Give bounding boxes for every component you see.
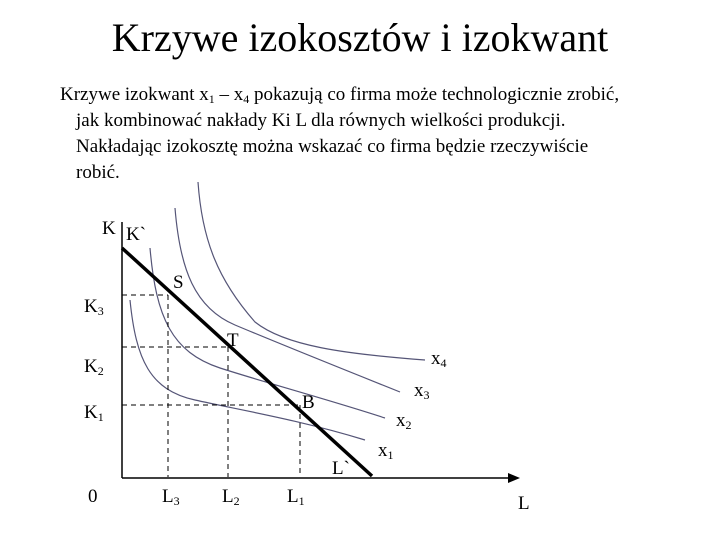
l2-label: $L_2$ xyxy=(222,486,240,508)
isoquant-x2-label: $x_2$ xyxy=(396,410,412,432)
isoquant-x4-label: $x_4$ xyxy=(431,348,447,370)
isocost-l-intercept-label: L` xyxy=(332,458,350,479)
paragraph-line-4: robić. xyxy=(76,162,120,183)
x-axis-label: L xyxy=(518,493,530,514)
isoquant-x1-label: $x_1$ xyxy=(378,440,394,462)
l3-label: $L_3$ xyxy=(162,486,180,508)
slide-title: Krzywe izokosztów i izokwant xyxy=(111,15,609,60)
point-b-label: B xyxy=(302,392,315,413)
paragraph-line-1: Krzywe izokwant $x_1 - x_4$ pokazują co firma może technologicznie zrobić, xyxy=(60,84,620,106)
point-t-label: T xyxy=(227,330,239,351)
paragraph-line-3: Nakładając izokosztę można wskazać co firma będzie rzeczywiście xyxy=(76,136,589,157)
isoquant-x2 xyxy=(150,248,385,418)
isocost-k-intercept-label: K` xyxy=(126,224,147,245)
point-s-label: S xyxy=(173,272,184,293)
k2-label: $K_2$ xyxy=(84,356,104,378)
k1-label: $K_1$ xyxy=(84,402,104,424)
k3-label: $K_3$ xyxy=(84,296,104,318)
paragraph-line-2: jak kombinować nakłady Ki L dla równych wielkości produkcji. xyxy=(76,110,566,131)
origin-label: 0 xyxy=(88,486,98,507)
l1-label: $L_1$ xyxy=(287,486,305,508)
x-axis-arrow-icon xyxy=(508,473,520,483)
isocost-line xyxy=(122,248,372,476)
y-axis-label: K xyxy=(102,218,116,239)
isoquant-x3-label: $x_3$ xyxy=(414,380,430,402)
isoquant-x3 xyxy=(175,208,400,392)
